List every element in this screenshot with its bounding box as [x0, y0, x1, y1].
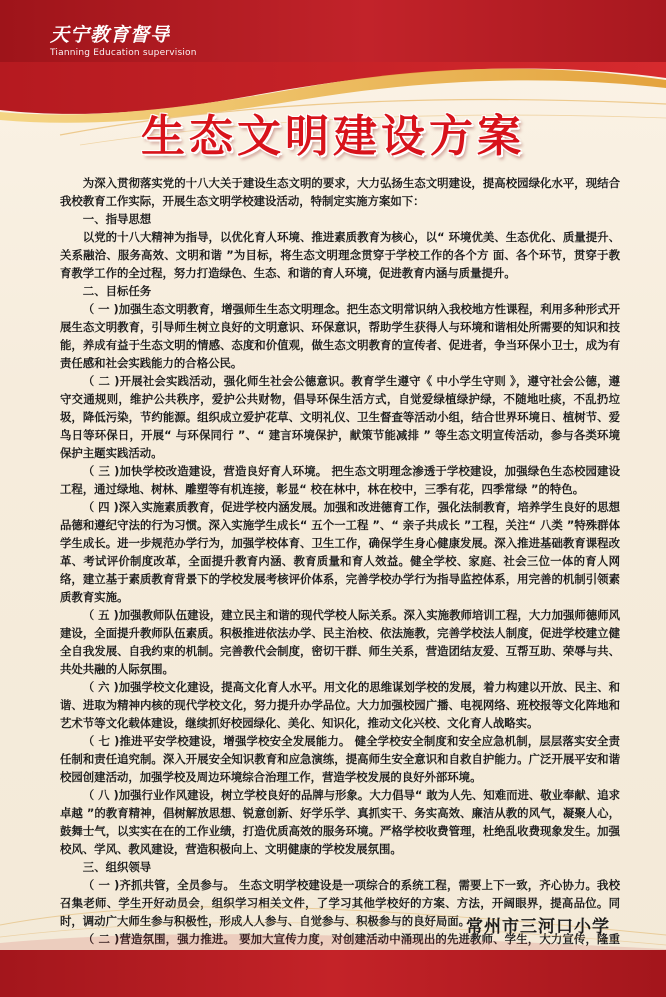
brand-name-en: Tianning Education supervision — [50, 48, 197, 58]
paragraph: （ 一 )齐抓共管，全员参与。 生态文明学校建设是一项综合的系统工程，需要上下一致，齐心协力。我校召集老师、学生开好动员会，组织学习相关文件，了学习其他学校好的方案、方法，开阔眼界，提高品位。同时，调动广大师生参与积极性，形成人人参与、自觉参与、积极参与的良好局面。 — [60, 878, 620, 928]
paragraph: （ 六 )加强学校文化建设，提高文化育人水平。用文化的思维谋划学校的发展，着力构建以开放、民主、和谐、进取为精神内核的现代学校文化，努力提升办学品位。大力加强校园广播、电视网络、班校报等文化阵地和艺术节等文化载体建设，继续抓好校园绿化、美化、知识化，推动文化兴校、文化育人战略实。 — [60, 680, 620, 730]
section-heading-1: 一、指导思想 — [82, 212, 152, 226]
paragraph: （ 四 )深入实施素质教育，促进学校内涵发展。加强和改进德育工作，强化法制教育，培养学生良好的思想品德和遵纪守法的行为习惯。深入实施学生成长“ 五个一工程 ”、“ 亲子共成长 ”工程，关注“ 八类 ”特殊群体学生成长。进一步规范办学行为，加强学校体育、卫生工作，确保学生身心健康发展。深入推进基础教育课程改革、考试评价制度改革，全面提升教育内涵、教育质量和育人效益。健全学校、家庭、社会三位一体的育人网络，建立基于素质教育背景下的学校发展考核评价体系，完善学校办学行为指导监控体系，用完善的机制引领素质教育实施。 — [60, 500, 620, 604]
paragraph: （ 八 )加强行业作风建设，树立学校良好的品牌与形象。大力倡导“ 敢为人先、知难而进、敬业奉献、追求卓越 ”的教育精神，倡树解放思想、锐意创新、好学乐学、真抓实干、务实高效、廉洁从教的风气，凝聚人心，鼓舞士气，以实实在在的工作业绩，打造优质高效的服务环境。严格学校收费管理，杜绝乱收费现象发生。加强校风、学风、教风建设，营造积极向上、文明健康的学校发展氛围。 — [60, 788, 620, 856]
paragraph: （ 二 )开展社会实践活动，强化师生社会公德意识。教育学生遵守《 中小学生守则 》，遵守社会公德，遵守交通规则，维护公共秩序，爱护公共财物，倡导环保生活方式，自觉爱绿植绿护绿，不随地吐痰，不乱扔垃圾，降低污染，节约能源。组织成立爱护花草、文明礼仪、卫生督查等活动小组，结合世界环境日、植树节、爱鸟日等环保日，开展“ 与环保同行 ”、“ 建言环境保护，献策节能减排 ” 等生态文明宣传活动，参与各类环境保护主题实践活动。 — [60, 374, 620, 460]
paragraph: （ 七 )推进平安学校建设，增强学校安全发展能力。 健全学校安全制度和安全应急机制，层层落实安全责任制和责任追究制。深入开展安全知识教育和应急演练，提高师生安全意识和自救自护能力。广泛开展平安和谐校园创建活动，加强学校及周边环境综合治理工作，营造学校发展的良好外部环境。 — [60, 734, 620, 784]
section-heading-3: 三、组织领导 — [82, 860, 152, 874]
brand-name-cn: 天宁教育督导 — [50, 24, 171, 46]
paragraph: （ 一 )加强生态文明教育，增强师生生态文明理念。把生态文明常识纳入我校地方性课程，利用多种形式开展生态文明教育，引导师生树立良好的文明意识、环保意识，帮助学生获得人与环境和谐相处所需要的知识和技能，养成有益于生态文明的情感、态度和价值观，做生态文明教育的宣传者、促进者，争当环保小卫士，成为有责任感和社会实践能力的合格公民。 — [60, 302, 620, 370]
paragraph: （ 三 )加快学校改造建设，营造良好育人环境。 把生态文明理念渗透于学校建设，加强绿色生态校园建设工程，通过绿地、树林、雕塑等有机连接，彰显“ 校在林中，林在校中，三季有花，四季常绿 ”的特色。 — [60, 464, 620, 496]
brand-logo — [50, 20, 197, 58]
paragraph: （ 五 )加强教师队伍建设，建立民主和谐的现代学校人际关系。深入实施教师培训工程，大力加强师德师风建设，全面提升教师队伍素质。积极推进依法办学、民主治校、依法施教，完善学校法人制度，促进学校建立健全自我发展、自我约束的机制。完善教代会制度，密切干群、师生关系，营造团结友爱、互帮互助、荣辱与共、共处共融的人际氛围。 — [60, 608, 620, 676]
footer-banner — [0, 950, 666, 997]
section-heading-2: 二、目标任务 — [82, 284, 152, 298]
page-title: 生态文明建设方案 — [141, 111, 525, 162]
document-body — [60, 174, 620, 997]
intro-paragraph: 为深入贯彻落实党的十八大关于建设生态文明的要求，大力弘扬生态文明建设，提高校园绿化水平，现结合我校教育工作实际，开展生态文明学校建设活动，特制定实施方案如下： — [60, 176, 620, 208]
school-name: 常州市三河口小学 — [466, 917, 610, 937]
paragraph: 以党的十八大精神为指导，以优化育人环境、推进素质教育为核心，以“ 环境优美、生态优化、质量提升、关系融洽、服务高效、文明和谐 ”为目标，将生态文明理念贯穿于学校工作的各个方 面、各个环节，贯穿于教育教学工作的全过程，努力打造绿色、生态、和谐的育人环境，促进教育内涵与质量提升。 — [60, 230, 620, 280]
paragraph: （ 二 )营造氛围，强力推进。 要加大宣传力度，对创建活动中涌现出的先进教师、学生，大力宣传，隆重 — [82, 932, 620, 946]
